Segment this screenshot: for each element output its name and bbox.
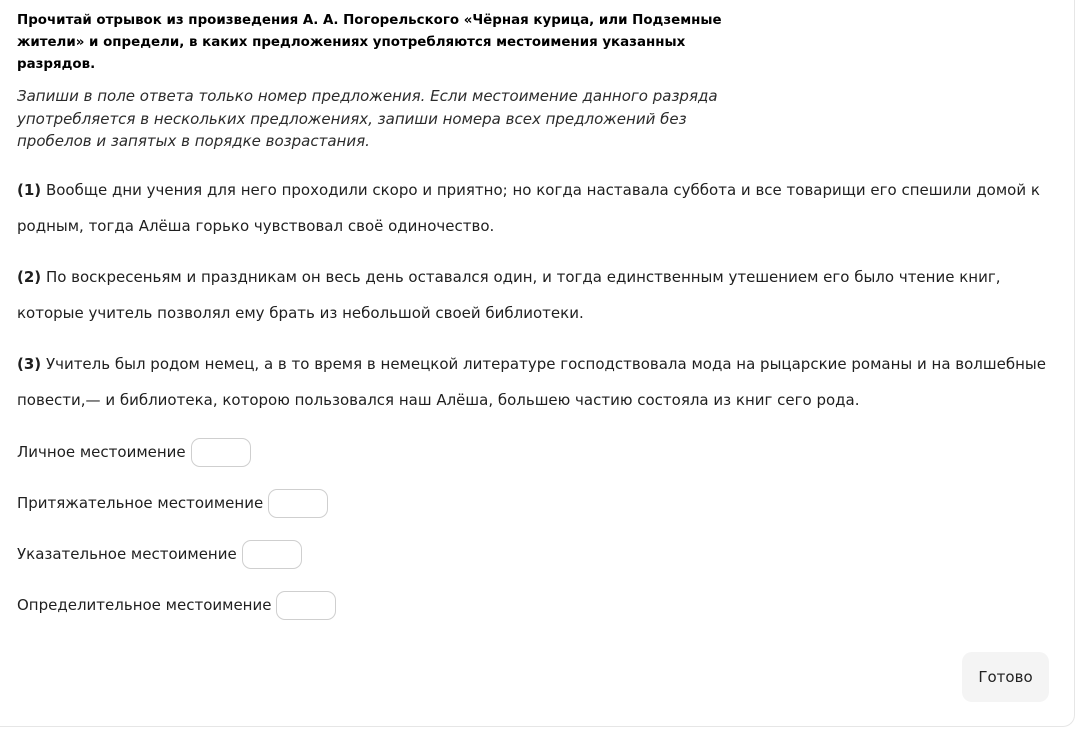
sentence-number: (2) [17,268,42,286]
answer-row-demonstrative [17,537,302,571]
sentence-text: Вообще дни учения для него проходили скоро и приятно; но когда наставала суббота и все товарищи его спешили домой к родным, тогда Алёша горько чувствовал своё одиночество. [17,181,1040,235]
answer-input-possessive[interactable] [268,489,328,518]
answer-input-demonstrative[interactable] [242,540,302,569]
answer-input-determinative[interactable] [276,591,336,620]
answer-label-possessive: Притяжательное местоимение [17,494,264,512]
sentence-number: (3) [17,355,42,373]
sentence-text: Учитель был родом немец, а в то время в немецкой литературе господствовала мода на рыцарские романы и на волшебные повести,— и библиотека, которою пользовался наш Алёша, большею частию состояла из книг сего рода. [17,355,1046,409]
answer-input-personal[interactable] [191,438,251,467]
task-instruction: Запиши в поле ответа только номер предложения. Если местоимение данного разряда употребляется в нескольких предложениях, запиши номера всех предложений без пробелов и запятых в порядке возрастания. [17,87,718,150]
passage-sentence-2 [17,259,1067,331]
task-heading: Прочитай отрывок из произведения А. А. Погорельского «Чёрная курица, или Подземные жители» и определи, в каких предложениях употребляются местоимения указанных разрядов. [17,13,722,72]
answer-label-demonstrative: Указательное местоимение [17,545,237,563]
answer-label-personal: Личное местоимение [17,443,186,461]
answer-row-possessive [17,486,328,520]
answer-row-personal [17,435,251,469]
passage-sentence-3 [17,346,1067,418]
passage-sentence-1 [17,172,1067,244]
answer-row-determinative [17,588,336,622]
done-button[interactable]: Готово [962,652,1049,702]
sentence-text: По воскресеньям и праздникам он весь день оставался один, и тогда единственным утешением его было чтение книг, которые учитель позволял ему брать из небольшой своей библиотеки. [17,268,1001,322]
sentence-number: (1) [17,181,42,199]
answer-label-determinative: Определительное местоимение [17,596,272,614]
